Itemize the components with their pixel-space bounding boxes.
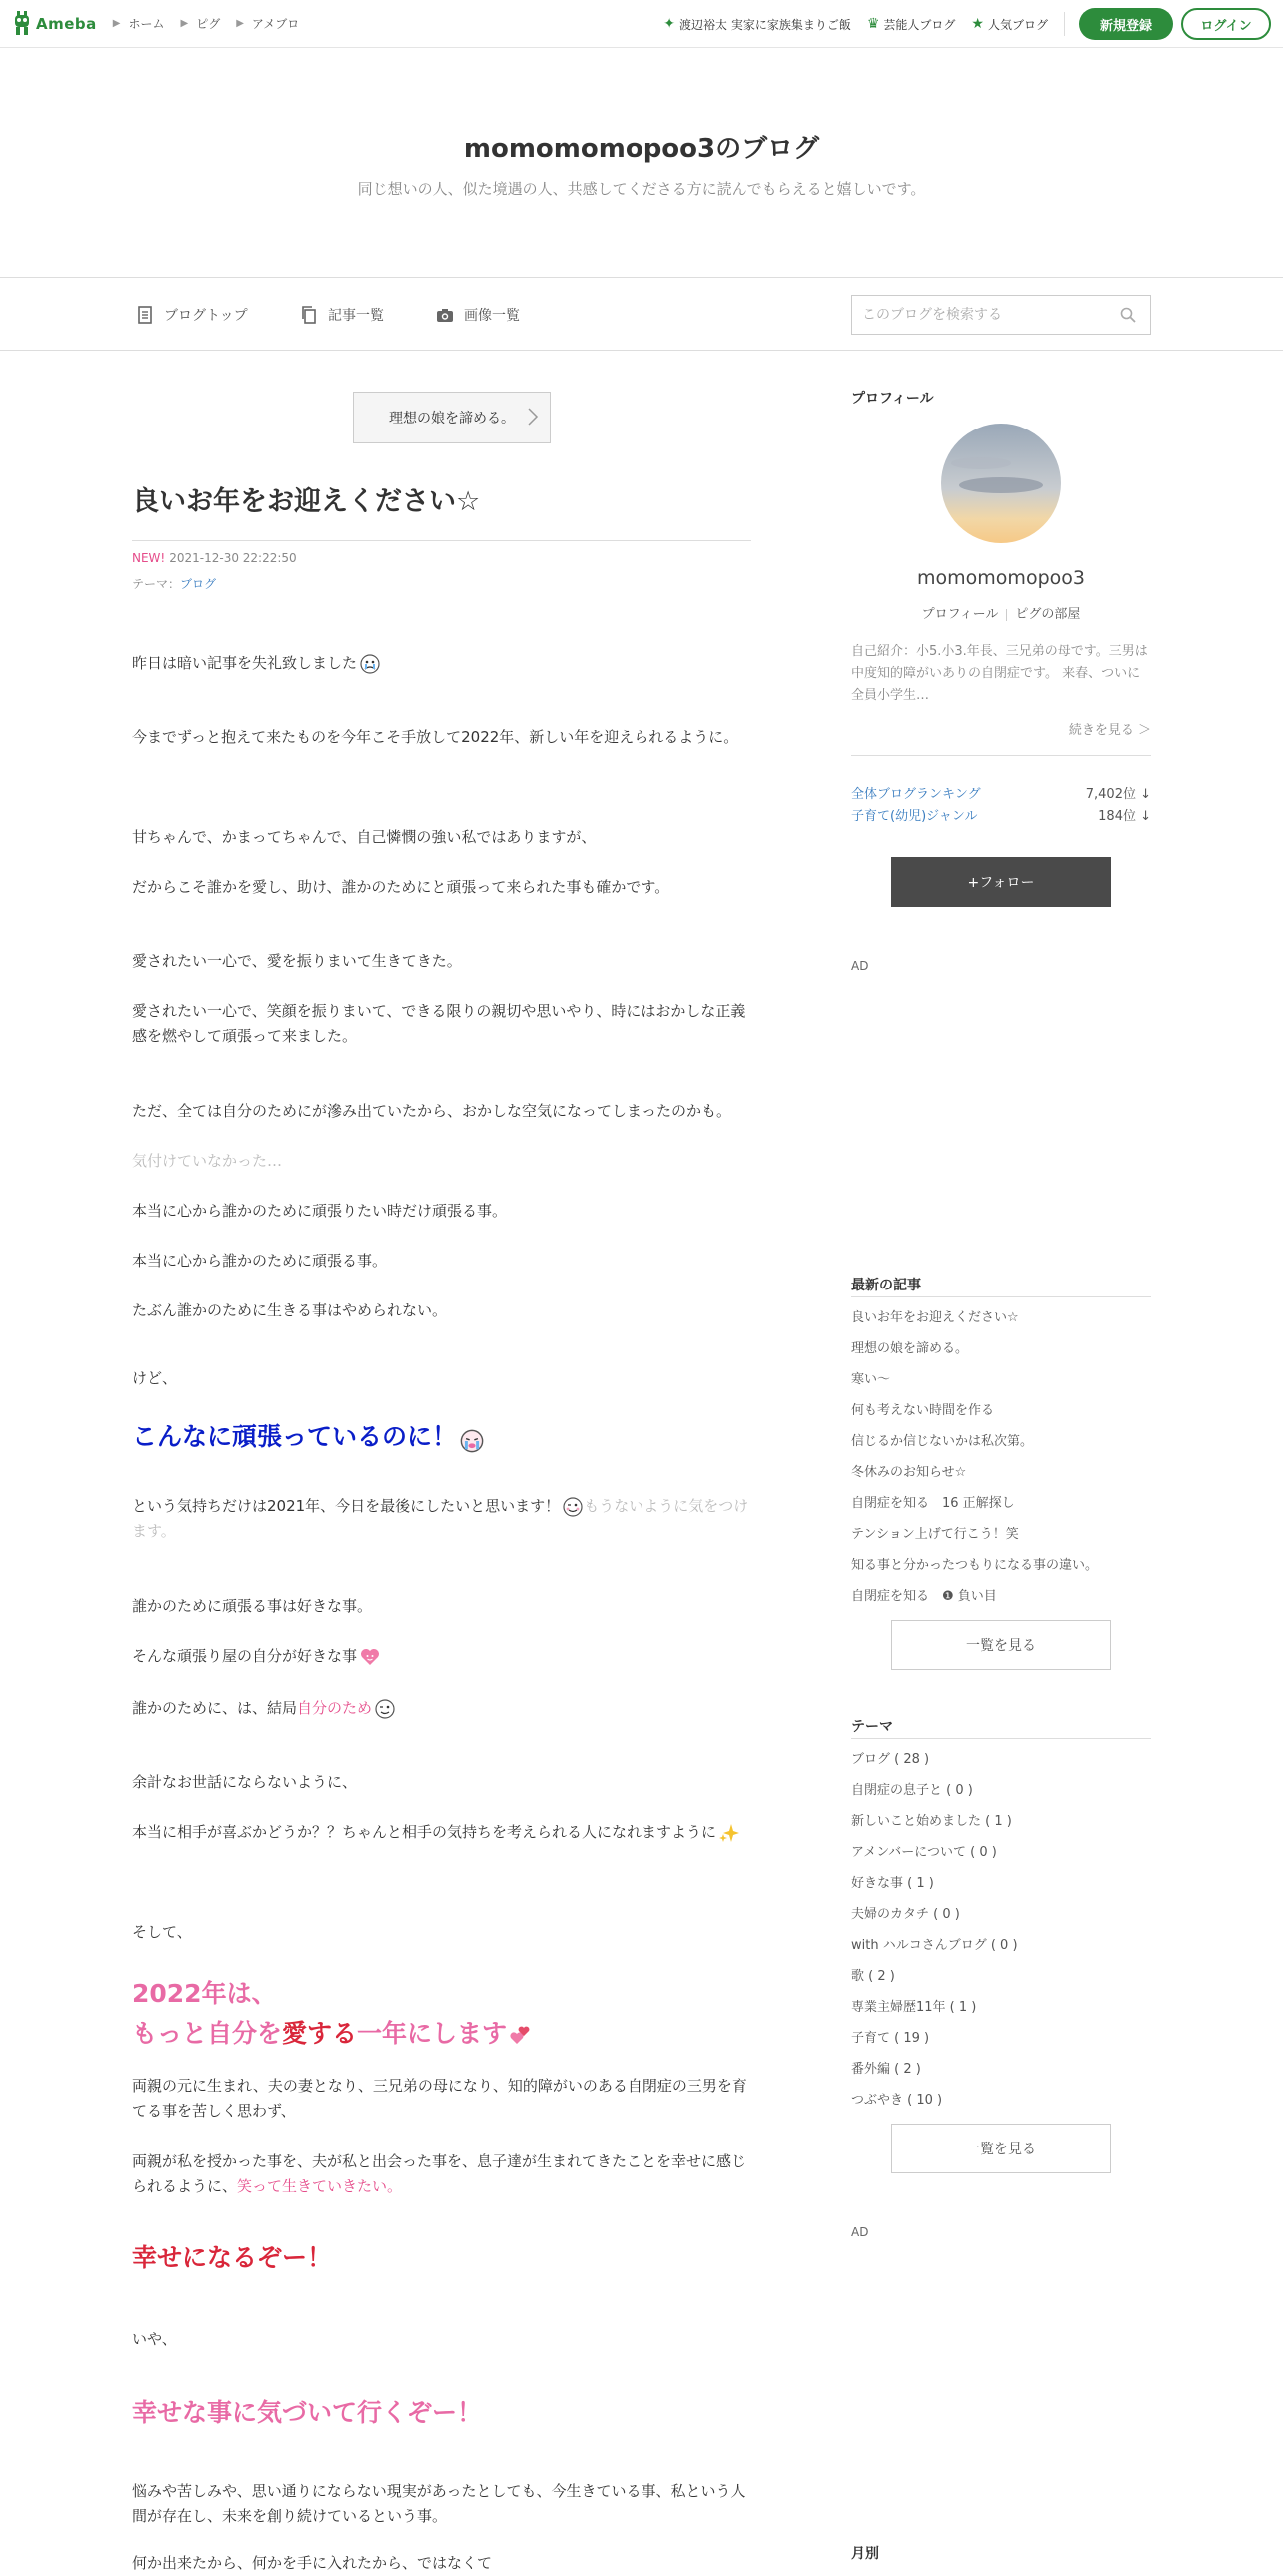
theme-heading: テーマ [851,1719,893,1735]
popular-blog-label: 人気ブログ [987,17,1048,32]
blog-nav [0,279,1283,351]
theme-link[interactable]: 好きな事 ( 1 ) [851,1876,934,1891]
profile-link[interactable]: プロフィール [921,607,999,622]
theme-link[interactable]: つぶやき ( 10 ) [851,2093,943,2108]
nav-image-list-label: 画像一覧 [464,308,520,324]
theme-label: テーマ： [132,577,181,591]
recent-entry-link[interactable]: 良いお年をお迎えください☆ [851,1310,1019,1325]
camera-icon [436,306,454,324]
blog-description: 同じ想いの人、似た境遇の人、共感してくださる方に読んでもらえると嬉しいです。 [357,180,926,198]
pink-text: 自分のため [297,1699,373,1717]
document-icon [136,306,154,324]
theme-link[interactable]: ブログ [180,577,217,591]
ad-label: AD [851,2225,869,2239]
nav-entry-list[interactable] [300,279,384,351]
divider [1006,609,1007,621]
nav-blog-top-label: ブログトップ [164,308,248,324]
paragraph: だからこそ誰かを愛し、助け、誰かのためにと頑張って来られた事も確かです。 [132,878,670,896]
nav-image-list[interactable] [436,279,520,351]
ranking-value: 184位 ↓ [1098,809,1151,824]
text: 本当に相手が喜ぶかどうか？？ちゃんと相手の気持ちを考えられる人になれますように [132,1823,717,1841]
theme-link[interactable]: 番外編 ( 2 ) [851,2062,921,2077]
theme-link[interactable]: 歌 ( 2 ) [851,1969,895,1984]
paragraph: けど、 [132,1369,178,1387]
recent-entry-link[interactable]: 何も考えない時間を作る [851,1403,995,1418]
copy-icon [300,306,318,324]
heading-red: 幸せになるぞー！ [132,2243,333,2272]
paragraph: いや、 [132,2330,177,2348]
crying-face-icon [459,1428,485,1454]
heading-blue [132,1424,751,1454]
paragraph [132,1644,751,1669]
profile-links [851,603,1151,622]
paragraph: そして、 [132,1923,192,1941]
topic-link-label: 渡辺裕太 実家に家族集まりご飯 [679,17,851,32]
text: 誰かのために、は、結局 [132,1699,298,1717]
recent-entry-link[interactable]: 知る事と分かったつもりになる事の違い。 [851,1558,1099,1573]
paragraph [132,1494,751,1544]
paragraph: ただ、全ては自分のためにが滲み出ていたから、おかしな空気になってしまったのかも。 [132,1102,732,1120]
theme-link[interactable]: with ハルコさんブログ ( 0 ) [851,1938,1018,1953]
celebrity-blog-link[interactable] [867,16,956,33]
search-input[interactable] [862,307,1102,323]
star-icon: ★ [971,16,984,32]
nav-entry-list-label: 記事一覧 [328,308,384,324]
heading-pink: 幸せな事に気づいて行くぞー！ [132,2398,483,2427]
heading-pink [132,1974,751,2054]
sparkle-icon [718,1822,740,1844]
paragraph [132,1820,751,1845]
chevron-right-icon: ▶ [180,18,189,29]
theme-link[interactable]: 子育て ( 19 ) [851,2031,930,2046]
entry-meta [132,551,297,565]
nav-ameblo-label: アメブロ [251,17,300,31]
paragraph: たぶん誰かのために生きる事はやめられない。 [132,1301,448,1319]
heading-text: 2022年は、 [132,1979,277,2008]
blog-search[interactable] [851,295,1151,335]
theme-link[interactable]: 夫婦のカタチ ( 0 ) [851,1907,960,1922]
search-icon[interactable] [1120,307,1136,323]
pigg-room-link[interactable]: ピグの部屋 [1015,607,1081,622]
profile-name[interactable]: momomomopoo3 [917,567,1085,589]
new-badge: NEW! [132,551,166,565]
recent-heading: 最新の記事 [851,1278,921,1293]
recent-entry-link[interactable]: 寒い〜 [851,1372,891,1387]
theme-link[interactable]: 自閉症の息子と ( 0 ) [851,1783,973,1798]
crown-icon: ♛ [866,16,880,32]
recent-entry-link[interactable]: テンション上げて行こう！笑 [851,1527,1019,1542]
chevron-right-icon [526,407,540,427]
wink-face-icon [374,1698,396,1720]
paragraph: 気付けていなかった… [132,1152,283,1170]
sparkle-icon: ✦ [663,16,676,32]
theme-link[interactable]: 専業主婦歴11年 ( 1 ) [851,2000,977,2015]
recent-entry-link[interactable]: 信じるか信じないかは私次第。 [851,1434,1034,1449]
ameba-logo-icon [12,11,32,37]
divider [851,755,1151,756]
divider [851,1738,1151,1739]
paragraph: 余計なお世話にならないように、 [132,1773,358,1791]
heading-text-line [132,2014,751,2054]
nav-home-label: ホーム [128,17,165,31]
recent-more-button[interactable]: 一覧を見る [891,1620,1111,1670]
recent-entry-link[interactable]: 理想の娘を諦める。 [851,1341,969,1356]
paragraph: 愛されたい一心で、笑顔を振りまいて、できる限りの親切や思いやり、時にはおかしな正義感を燃やして頑張って来ました。 [132,1002,746,1045]
paragraph [132,1696,751,1721]
heading-text: 一年にします [357,2019,508,2048]
recent-entry-link[interactable]: 自閉症を知る ❶ 負い目 [851,1589,997,1604]
theme-link[interactable]: 新しいこと始めました ( 1 ) [851,1814,1012,1829]
entry-date: 2021-12-30 22:22:50 [169,551,297,565]
ranking-label: 全体ブログランキング [851,787,981,802]
prev-entry-button[interactable] [353,392,551,443]
divider [1064,12,1065,36]
paragraph: 甘ちゃんで、かまってちゃんで、自己憐憫の強い私ではありますが、 [132,828,597,846]
paragraph: 本当に心から誰かのために頑張る事。 [132,1252,388,1270]
blog-title[interactable]: momomomopoo3のブログ [463,134,820,164]
paragraph: 悩みや苦しみや、思い通りにならない現実があったとしても、今生きている事、私という人間が存在し、未来を創り続けているという事。 [132,2482,746,2525]
avatar[interactable] [941,424,1061,543]
text: もうないように気をつけます。 [132,1497,749,1540]
ranking-label: 子育て(幼児)ジャンル [851,809,978,824]
paragraph: 何か出来たから、何かを手に入れたから、ではなくて [132,2554,493,2572]
ranking-value: 7,402位 ↓ [1085,787,1151,802]
global-header [0,0,1283,48]
paragraph [132,651,751,676]
ranking-overall[interactable] [851,783,1151,802]
heading-red-text: 愛する [282,2019,358,2048]
blog-header [0,48,1283,278]
paragraph: 今までずっと抱えて来たものを今年こそ手放して2022年、新しい年を迎えられるように。 [132,728,739,746]
text: 両親が私を授かった事を、夫が私と出会った事を、息子達が生まれてきたことを幸せに感じられるように、 [132,2152,747,2195]
nav-ameblo[interactable] [236,15,299,32]
paragraph: 誰かのために頑張る事は好きな事。 [132,1597,373,1615]
monthly-heading: 月別 [851,2546,879,2562]
wink-face-icon [562,1496,584,1518]
theme-link[interactable]: ブログ ( 28 ) [851,1752,930,1767]
paragraph: 本当に心から誰かのために頑張りたい時だけ頑張る事。 [132,1202,508,1220]
ameba-logo[interactable] [12,11,97,37]
paragraph: 愛されたい一心で、愛を振りまいて生きてきた。 [132,952,462,970]
celebrity-blog-label: 芸能人ブログ [883,17,956,32]
nav-pigg[interactable] [181,15,221,32]
profile-intro: 自己紹介：小5.小3.年長、三兄弟の母です。三男は中度知的障がいありの自閉症です。 来春、ついに全員小学生… [851,644,1148,703]
ranking-genre[interactable] [851,805,1151,824]
text: そんな頑張り屋の自分が好きな事 [132,1647,358,1665]
recent-entry-link[interactable]: 冬休みのお知らせ☆ [851,1465,967,1480]
heading-text: こんなに頑張っているのに！ [132,1422,458,1451]
follow-button[interactable]: +フォロー [891,857,1111,907]
ad-label: AD [851,959,869,973]
read-more-link[interactable]: 続きを見る ＞ [1068,723,1151,738]
profile-heading: プロフィール [851,391,934,407]
avatar-image [941,424,1061,543]
paragraph: 両親の元に生まれ、夫の妻となり、三兄弟の母になり、知的障がいのある自閉症の三男を育てる事を苦しく思わず、 [132,2077,747,2120]
entry-theme [132,575,216,592]
nav-blog-top[interactable] [136,279,248,351]
nav-home[interactable] [113,15,165,32]
chevron-right-icon: ▶ [236,18,244,29]
topic-link[interactable] [663,16,851,33]
login-button[interactable]: ログイン [1181,8,1271,40]
nav-pigg-label: ピグ [196,17,221,31]
recent-entry-link[interactable]: 自閉症を知る 16 正解探し [851,1496,1015,1511]
paragraph [132,2149,751,2199]
heart-face-icon [359,1646,381,1668]
divider [851,1296,1151,1297]
register-button[interactable]: 新規登録 [1079,8,1173,40]
popular-blog-link[interactable] [971,16,1048,33]
heading-text: もっと自分を [132,2019,283,2048]
theme-more-button[interactable]: 一覧を見る [891,2124,1111,2173]
sad-face-icon [359,653,381,675]
entry-title[interactable]: 良いお年をお迎えください☆ [132,479,751,541]
theme-link[interactable]: アメンバーについて ( 0 ) [851,1845,997,1860]
pink-text: 笑って生きていきたい。 [237,2177,403,2195]
hearts-icon [509,2024,531,2046]
chevron-right-icon: ▶ [112,18,121,29]
prev-entry-label: 理想の娘を諦める。 [389,411,515,427]
logo-text: Ameba [36,14,97,33]
text: という気持ちだけは2021年、今日を最後にしたいと思います！ [132,1497,561,1515]
text: 昨日は暗い記事を失礼致しました [132,654,358,672]
